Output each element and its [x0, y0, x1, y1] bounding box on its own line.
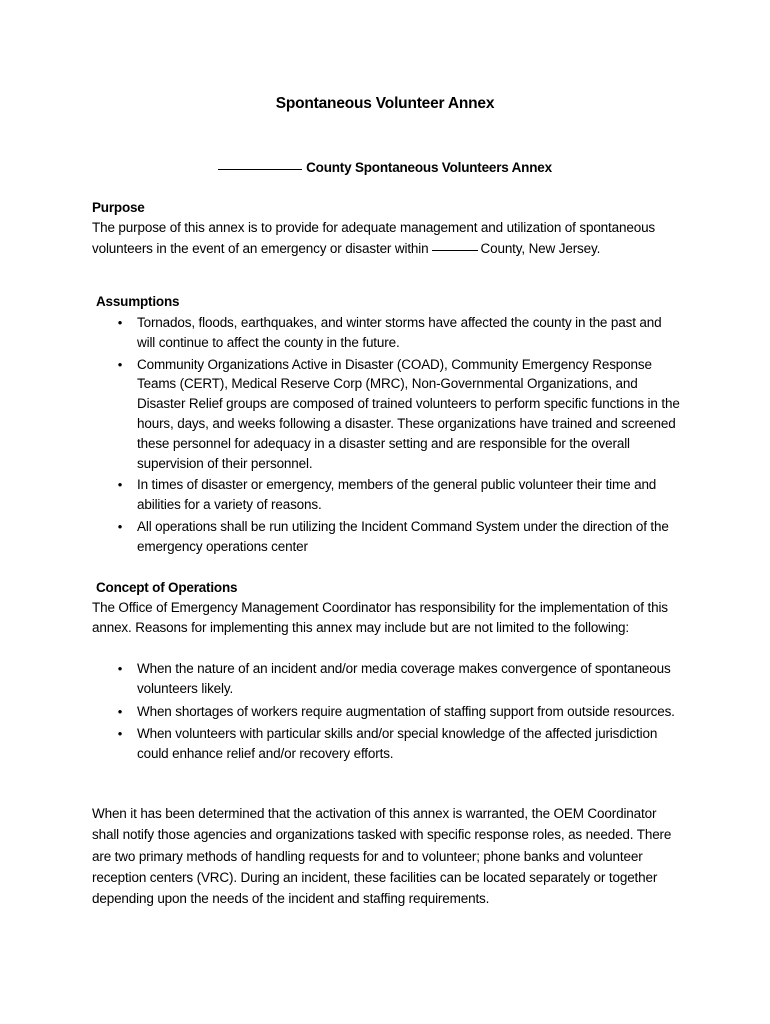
assumption-item: [115, 313, 680, 353]
assumptions-heading: Assumptions: [96, 294, 180, 309]
bullet-icon: •: [117, 477, 123, 493]
document-subtitle: [0, 160, 770, 175]
concept-list: [115, 659, 680, 764]
concept-item: [115, 659, 680, 699]
assumption-item: [115, 355, 680, 474]
concept-text: When the nature of an incident and/or media coverage makes convergence of spontaneous volunteers likely.: [137, 661, 671, 696]
purpose-text-end: County, New Jersey.: [480, 240, 601, 256]
purpose-text-start: The purpose of this annex is to provide for adequate management and utilization of spontaneous volunteers in the event of an emergency or disaster within: [92, 220, 656, 256]
assumption-item: [115, 475, 680, 515]
concept-text: When volunteers with particular skills and/or special knowledge of the affected jurisdiction could enhance relief and/or recovery efforts.: [137, 726, 658, 762]
concept-text: When shortages of workers require augmentation of staffing support from outside resources.: [137, 703, 675, 719]
document-title: Spontaneous Volunteer Annex: [275, 95, 495, 112]
county-blank: [432, 250, 478, 251]
bullet-icon: •: [117, 356, 123, 372]
assumption-text: Community Organizations Active in Disaster (COAD), Community Emergency Response Teams (CERT), Medical Reserve Corp (MRC), Non-Governmental Organizations, and Disaster Relief groups are composed of trained volunteers to perform specific functions in the hours, days, and weeks following a disaster. These organizations have trained and screened these personnel for adequacy in a disaster setting and are responsible for the overall supervision of their personnel.: [137, 356, 680, 471]
assumption-text: Tornados, floods, earthquakes, and winter storms have affected the county in the past and will continue to affect the county in the future.: [137, 315, 662, 350]
concept-item: [115, 702, 680, 722]
bullet-icon: •: [117, 518, 123, 534]
concept-intro: The Office of Emergency Management Coordinator has responsibility for the implementation of this annex. Reasons for implementing this annex may include but are not limited to the following:: [92, 600, 668, 635]
bullet-icon: •: [117, 703, 123, 719]
assumption-text: In times of disaster or emergency, members of the general public volunteer their time and abilities for a variety of reasons.: [137, 477, 657, 513]
bullet-icon: •: [117, 661, 123, 676]
bullet-icon: •: [117, 315, 123, 330]
assumptions-list: [115, 313, 680, 557]
purpose-heading: Purpose: [92, 200, 145, 215]
purpose-paragraph: [92, 218, 667, 259]
assumption-item: [115, 517, 680, 557]
subtitle-text: County Spontaneous Volunteers Annex: [306, 160, 552, 175]
concept-item: [115, 724, 680, 764]
closing-paragraph: When it has been determined that the activation of this annex is warranted, the OEM Coordinator shall notify those agencies and organizations tasked with specific response roles, as needed. There are two primary methods of handling requests for and to volunteer; phone banks and volunteer reception centers (VRC). During an incident, these facilities can be located separately or together depending upon the needs of the incident and staffing requirements.: [92, 806, 672, 907]
concept-heading: Concept of Operations: [96, 580, 238, 595]
assumption-text: All operations shall be run utilizing the Incident Command System under the direction of the emergency operations center: [137, 518, 669, 554]
bullet-icon: •: [117, 726, 123, 742]
county-name-blank: [218, 169, 302, 170]
